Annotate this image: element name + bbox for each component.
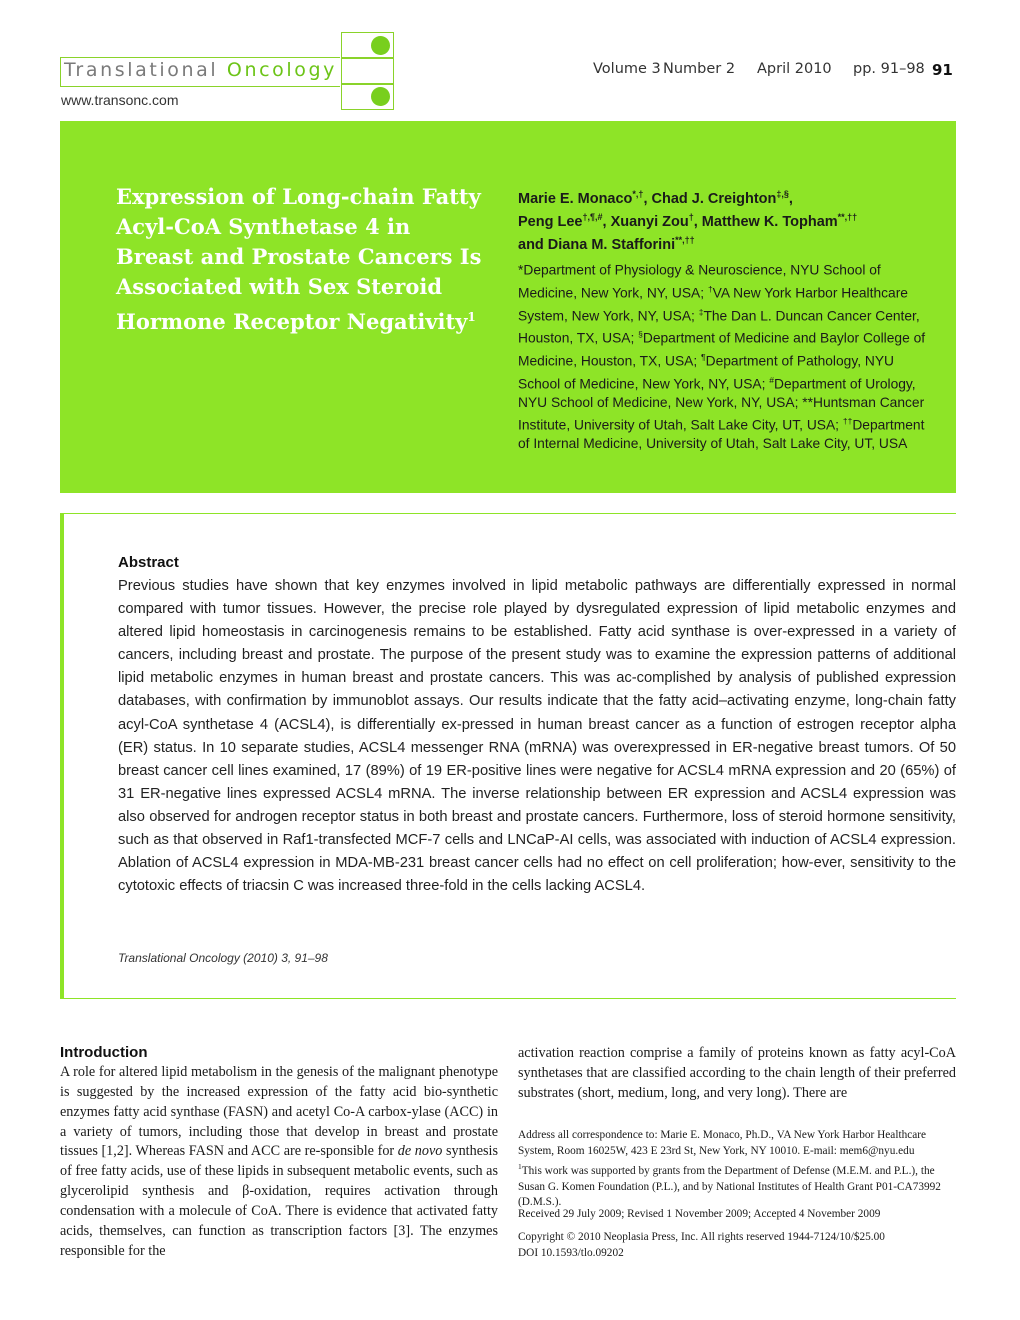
affiliation: Department of Pathology, NYU School of Medicine, New York, NY, USA; [518, 353, 895, 392]
author-affil-mark: *,† [632, 189, 644, 199]
doi[interactable]: DOI 10.1593/tlo.09202 [518, 1246, 624, 1259]
author-separator: , [693, 213, 702, 230]
author-separator: , [643, 190, 652, 207]
abstract-text: Previous studies have shown that key enzymes involved in lipid metabolic pathways are differentially expressed in normal compared with tumor tissues. However, the precise role played by dysregulated expression of lipid metabolic enzymes and altered lipid homeostasis in carcinogenesis remains to be established. Fatty acid synthase is over-expressed in a variety of cancers, including breast and prostate. The purpose of the present study was to examine the expression patterns of additional lipid metabolic enzymes in human breast and prostate cancers. This was ac-complished by analysis of published expression databases, with confirmation by immunoblot assays. Our results indicate that the fatty acid–activating enzyme, long-chain fatty acyl-CoA synthetase 4 (ACSL4), is differentially ex-pressed in human breast cancer as a function of estrogen receptor alpha (ER) status. In 10 separate studies, ACSL4 messenger RNA (mRNA) was overexpressed in ER-negative breast tumors. Of 50 breast cancer cell lines examined, 17 (89%) of 19 ER-positive lines were negative for ACSL4 mRNA expression and 20 (65%) of 31 ER-negative lines expressed ACSL4 mRNA. The inverse relationship between ER expression and ACSL4 expression was also observed for androgen receptor status in both breast and prostate cancers. Furthermore, loss of steroid hormone sensitivity, such as that observed in Raf1-transfected MCF-7 cells and LNCaP-AI cells, was associated with induction of ACSL4 expression. Ablation of ACSL4 expression in MDA-MB-231 breast cancer cells had no effect on cell proliferation; how-ever, sensitivity to the cytotoxic effects of triacsin C was increased three-fold in the cells lacking ACSL4. [118, 578, 956, 895]
introduction-left-column [60, 1063, 498, 1261]
affiliation: The Dan L. Duncan Cancer Center, Houston, TX, USA; [518, 308, 920, 346]
affil-mark: † [707, 283, 713, 294]
abstract-bottom-rule [64, 998, 956, 999]
affiliation: VA New York Harbor Healthcare System, New York, NY, USA; [518, 285, 908, 324]
author-name: Peng Lee [518, 213, 583, 230]
affiliation: Department of Internal Medicine, University of Utah, Salt Lake City, UT, USA [518, 417, 925, 451]
issue-date: April 2010 [757, 61, 832, 77]
abstract-top-rule [64, 513, 956, 514]
journal-name-translational: Translational [64, 59, 219, 81]
author-name: Xuanyi Zou [610, 213, 689, 230]
author-name: Matthew K. Topham [701, 213, 838, 230]
page-range: pp. 91–98 [853, 61, 925, 77]
affiliation: *Department of Physiology & Neuroscience, NYU School of Medicine, New York, NY, USA; [518, 262, 881, 301]
received-dates: Received 29 July 2009; Revised 1 November 2009; Accepted 4 November 2009 [518, 1208, 881, 1220]
introduction-heading: Introduction [60, 1044, 148, 1061]
author-separator: , [788, 190, 793, 207]
affil-mark: ‡ [698, 306, 704, 317]
affiliation: Department of Medicine and Baylor College of Medicine, Houston, TX, USA; [518, 330, 926, 369]
abstract-heading: Abstract [118, 554, 179, 571]
intro-italic-term: de novo [397, 1143, 443, 1160]
logo-square [341, 58, 394, 84]
article-title-text: Expression of Long-chain Fatty Acyl-CoA Synthetase 4 in Breast and Prostate Cancers Is Associated with Sex Steroid Hormone Receptor Negativity [116, 184, 482, 334]
introduction-right-column: activation reaction comprise a family of proteins known as fatty acyl-CoA synthetases that are classified according to the chain length of their preferred substrates (short, medium, long, and very long). There are [518, 1045, 956, 1101]
author-separator: , [602, 213, 611, 230]
title-footnote-mark: 1 [467, 310, 476, 324]
author-affil-mark: †,¶,# [582, 211, 603, 222]
journal-citation: Translational Oncology (2010) 3, 91–98 [118, 951, 328, 965]
author-affil-mark: **,†† [837, 211, 858, 222]
author-name: and Diana M. Stafforini [518, 236, 676, 253]
affil-mark: # [769, 374, 775, 385]
journal-logo [64, 59, 337, 81]
author-affil-mark: **,†† [675, 234, 695, 245]
author-list [518, 185, 938, 253]
logo-dot-icon [371, 36, 390, 55]
copyright-notice: Copyright © 2010 Neoplasia Press, Inc. All rights reserved 1944-7124/10/$25.00 [518, 1231, 885, 1243]
journal-name-oncology: Oncology [226, 59, 337, 81]
funding-mark: 1 [518, 1162, 522, 1172]
affil-mark: § [638, 329, 643, 340]
intro-text: A role for altered lipid metabolism in the genesis of the malignant phenotype is suggested by the increased expression of the fatty acid bio-synthetic enzymes fatty acid synthase (FASN) and acetyl Co-A carbox-ylase (ACC) in a variety of tumors, including those that develop in breast and prostate tissues [1,2]. Whereas FASN and ACC are re-sponsible for [60, 1064, 498, 1160]
journal-website-link[interactable]: www.transonc.com [61, 92, 179, 108]
intro-text: synthesis of free fatty acids, use of these lipids in subsequent metabolic events, such as glycerolipid synthesis and β-oxidation, requires activation through condensation with a molecule of CoA. There is evidence that activated fatty acids, themselves, can function as transcription factors [3]. The enzymes responsible for the [60, 1143, 498, 1259]
affiliations [518, 257, 928, 453]
page-number: 91 [932, 61, 953, 79]
logo-dot-icon [371, 87, 390, 106]
correspondence-address: Address all correspondence to: Marie E. Monaco, Ph.D., VA New York Harbor Healthcare System, Room 16025W, 423 E 23rd St, New York, NY 10010. E-mail: mem6@nyu.edu [518, 1129, 927, 1157]
affiliation: Department of Urology, NYU School of Medicine, New York, NY, USA; **Huntsman Cancer Institute, University of Utah, Salt Lake City, UT, USA; [518, 376, 925, 433]
funding-note: This work was supported by grants from the Department of Defense (M.E.M. and P.L.), the Susan G. Komen Foundation (P.L.), and by National Institutes of Health Grant P01-CA73992 (D.M.S.). [518, 1164, 941, 1209]
correspondence-footnote [518, 1128, 958, 1211]
author-name: Chad J. Creighton [651, 190, 777, 207]
author-name: Marie E. Monaco [518, 190, 633, 207]
volume: Volume 3 [593, 61, 661, 77]
article-title [116, 182, 486, 337]
author-affil-mark: † [688, 211, 694, 222]
copyright-block [518, 1230, 958, 1261]
issue-number: Number 2 [663, 61, 736, 77]
affil-mark: †† [842, 415, 853, 426]
affil-mark: ¶ [701, 352, 706, 363]
author-affil-mark: ‡,§ [776, 189, 789, 199]
